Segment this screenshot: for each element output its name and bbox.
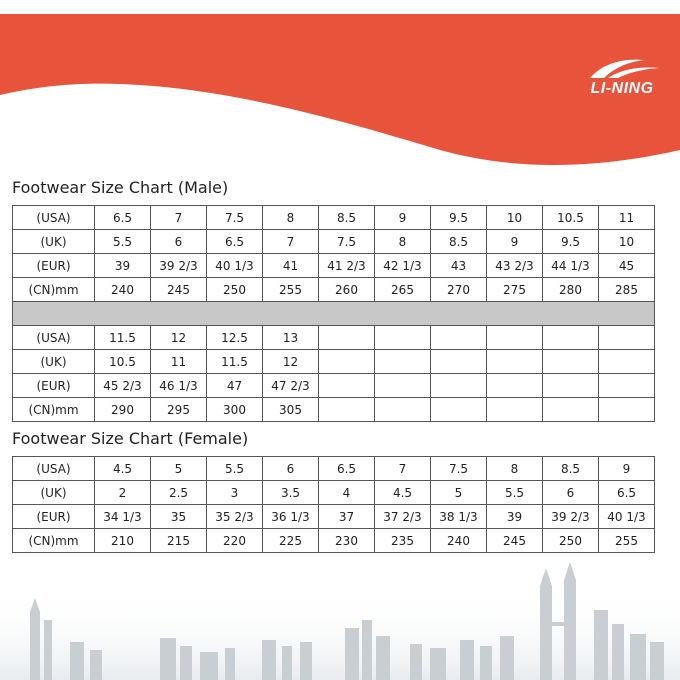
size-cell: 7.5 [431, 457, 487, 481]
size-cell: 9 [487, 230, 543, 254]
size-cell: 6 [263, 457, 319, 481]
size-cell: 39 [95, 254, 151, 278]
table-row [13, 206, 655, 230]
size-cell: 35 [151, 505, 207, 529]
size-cell: 260 [319, 278, 375, 302]
size-cell: 270 [431, 278, 487, 302]
size-cell: 305 [263, 398, 319, 422]
size-cell: 44 1/3 [543, 254, 599, 278]
size-cell [375, 326, 431, 350]
size-cell [543, 326, 599, 350]
size-cell: 4 [319, 481, 375, 505]
size-cell: 47 2/3 [263, 374, 319, 398]
size-cell: 45 2/3 [95, 374, 151, 398]
size-cell: 40 1/3 [599, 505, 655, 529]
size-cell: 11 [151, 350, 207, 374]
logo-text: LI-NING [590, 80, 654, 97]
size-cell [599, 398, 655, 422]
size-cell: 275 [487, 278, 543, 302]
row-label: (EUR) [13, 374, 95, 398]
size-cell: 41 [263, 254, 319, 278]
row-label: (UK) [13, 350, 95, 374]
male-size-table [12, 205, 655, 422]
size-cell: 235 [375, 529, 431, 553]
size-cell [543, 350, 599, 374]
size-cell: 280 [543, 278, 599, 302]
size-cell: 11.5 [207, 350, 263, 374]
size-cell [487, 374, 543, 398]
size-cell: 230 [319, 529, 375, 553]
size-cell: 13 [263, 326, 319, 350]
size-cell [319, 398, 375, 422]
size-cell: 5.5 [95, 230, 151, 254]
size-cell: 40 1/3 [207, 254, 263, 278]
table-row [13, 350, 655, 374]
size-cell: 5.5 [487, 481, 543, 505]
size-cell [599, 350, 655, 374]
table-row [13, 457, 655, 481]
table-row [13, 278, 655, 302]
size-cell: 39 2/3 [543, 505, 599, 529]
size-cell: 8.5 [319, 206, 375, 230]
size-cell: 7.5 [207, 206, 263, 230]
row-label: (EUR) [13, 254, 95, 278]
size-cell [431, 326, 487, 350]
size-cell: 255 [263, 278, 319, 302]
size-cell: 36 1/3 [263, 505, 319, 529]
size-cell: 220 [207, 529, 263, 553]
size-cell: 250 [543, 529, 599, 553]
size-cell: 295 [151, 398, 207, 422]
row-label: (UK) [13, 230, 95, 254]
size-cell: 285 [599, 278, 655, 302]
size-cell: 39 2/3 [151, 254, 207, 278]
size-cell: 5.5 [207, 457, 263, 481]
size-cell: 10 [487, 206, 543, 230]
size-cell [487, 350, 543, 374]
size-cell: 3.5 [263, 481, 319, 505]
size-cell: 45 [599, 254, 655, 278]
size-cell [543, 398, 599, 422]
size-cell [431, 374, 487, 398]
size-cell: 9.5 [543, 230, 599, 254]
size-cell: 9.5 [431, 206, 487, 230]
size-cell [375, 398, 431, 422]
size-cell: 250 [207, 278, 263, 302]
table-row [13, 374, 655, 398]
size-cell: 6.5 [95, 206, 151, 230]
size-cell: 43 2/3 [487, 254, 543, 278]
row-label: (CN)mm [13, 529, 95, 553]
size-cell: 38 1/3 [431, 505, 487, 529]
size-cell: 4.5 [375, 481, 431, 505]
size-cell: 8 [487, 457, 543, 481]
size-cell: 6.5 [599, 481, 655, 505]
row-label: (USA) [13, 206, 95, 230]
size-cell: 245 [151, 278, 207, 302]
table-separator [13, 302, 655, 326]
size-cell: 7 [151, 206, 207, 230]
size-cell [319, 350, 375, 374]
size-cell: 9 [375, 206, 431, 230]
size-cell: 47 [207, 374, 263, 398]
size-cell: 265 [375, 278, 431, 302]
size-cell: 11 [599, 206, 655, 230]
size-cell: 46 1/3 [151, 374, 207, 398]
table-row [13, 529, 655, 553]
size-cell: 210 [95, 529, 151, 553]
size-cell: 35 2/3 [207, 505, 263, 529]
size-cell: 5 [151, 457, 207, 481]
size-cell: 43 [431, 254, 487, 278]
row-label: (UK) [13, 481, 95, 505]
size-cell: 8.5 [543, 457, 599, 481]
separator-cell [13, 302, 655, 326]
size-cell [543, 374, 599, 398]
size-cell: 240 [431, 529, 487, 553]
city-skyline-image [0, 550, 680, 680]
size-cell: 3 [207, 481, 263, 505]
size-cell: 6 [543, 481, 599, 505]
table-row [13, 398, 655, 422]
size-cell: 2 [95, 481, 151, 505]
size-cell: 7.5 [319, 230, 375, 254]
table-row [13, 505, 655, 529]
size-cell: 12 [151, 326, 207, 350]
size-cell: 7 [263, 230, 319, 254]
size-cell: 6.5 [319, 457, 375, 481]
size-cell: 10.5 [95, 350, 151, 374]
size-cell: 225 [263, 529, 319, 553]
size-cell [375, 350, 431, 374]
size-cell: 5 [431, 481, 487, 505]
size-cell: 245 [487, 529, 543, 553]
female-size-table [12, 456, 655, 553]
size-cell: 7 [375, 457, 431, 481]
size-cell: 39 [487, 505, 543, 529]
size-cell: 6 [151, 230, 207, 254]
size-cell [487, 398, 543, 422]
row-label: (EUR) [13, 505, 95, 529]
row-label: (CN)mm [13, 278, 95, 302]
row-label: (USA) [13, 457, 95, 481]
table-row [13, 481, 655, 505]
size-cell [487, 326, 543, 350]
size-cell [431, 398, 487, 422]
female-chart-title: Footwear Size Chart (Female) [12, 429, 249, 448]
size-cell [319, 326, 375, 350]
size-cell: 6.5 [207, 230, 263, 254]
size-cell: 42 1/3 [375, 254, 431, 278]
size-cell [599, 374, 655, 398]
size-cell: 12.5 [207, 326, 263, 350]
size-cell: 300 [207, 398, 263, 422]
size-cell: 215 [151, 529, 207, 553]
size-cell: 4.5 [95, 457, 151, 481]
size-cell: 8.5 [431, 230, 487, 254]
size-cell: 290 [95, 398, 151, 422]
size-cell: 41 2/3 [319, 254, 375, 278]
size-cell: 11.5 [95, 326, 151, 350]
size-cell [599, 326, 655, 350]
size-cell [375, 374, 431, 398]
size-cell: 34 1/3 [95, 505, 151, 529]
size-cell: 8 [375, 230, 431, 254]
size-cell: 8 [263, 206, 319, 230]
table-row [13, 326, 655, 350]
table-row [13, 230, 655, 254]
size-cell [431, 350, 487, 374]
size-cell: 2.5 [151, 481, 207, 505]
header-banner [0, 0, 680, 180]
male-chart-title: Footwear Size Chart (Male) [12, 178, 229, 197]
size-cell: 9 [599, 457, 655, 481]
table-row [13, 254, 655, 278]
li-ning-logo [572, 56, 672, 106]
size-cell: 240 [95, 278, 151, 302]
size-cell [319, 374, 375, 398]
size-cell: 10 [599, 230, 655, 254]
row-label: (USA) [13, 326, 95, 350]
row-label: (CN)mm [13, 398, 95, 422]
size-cell: 12 [263, 350, 319, 374]
size-cell: 10.5 [543, 206, 599, 230]
size-cell: 37 [319, 505, 375, 529]
size-cell: 37 2/3 [375, 505, 431, 529]
logo-swoosh-icon [572, 56, 672, 82]
size-cell: 255 [599, 529, 655, 553]
